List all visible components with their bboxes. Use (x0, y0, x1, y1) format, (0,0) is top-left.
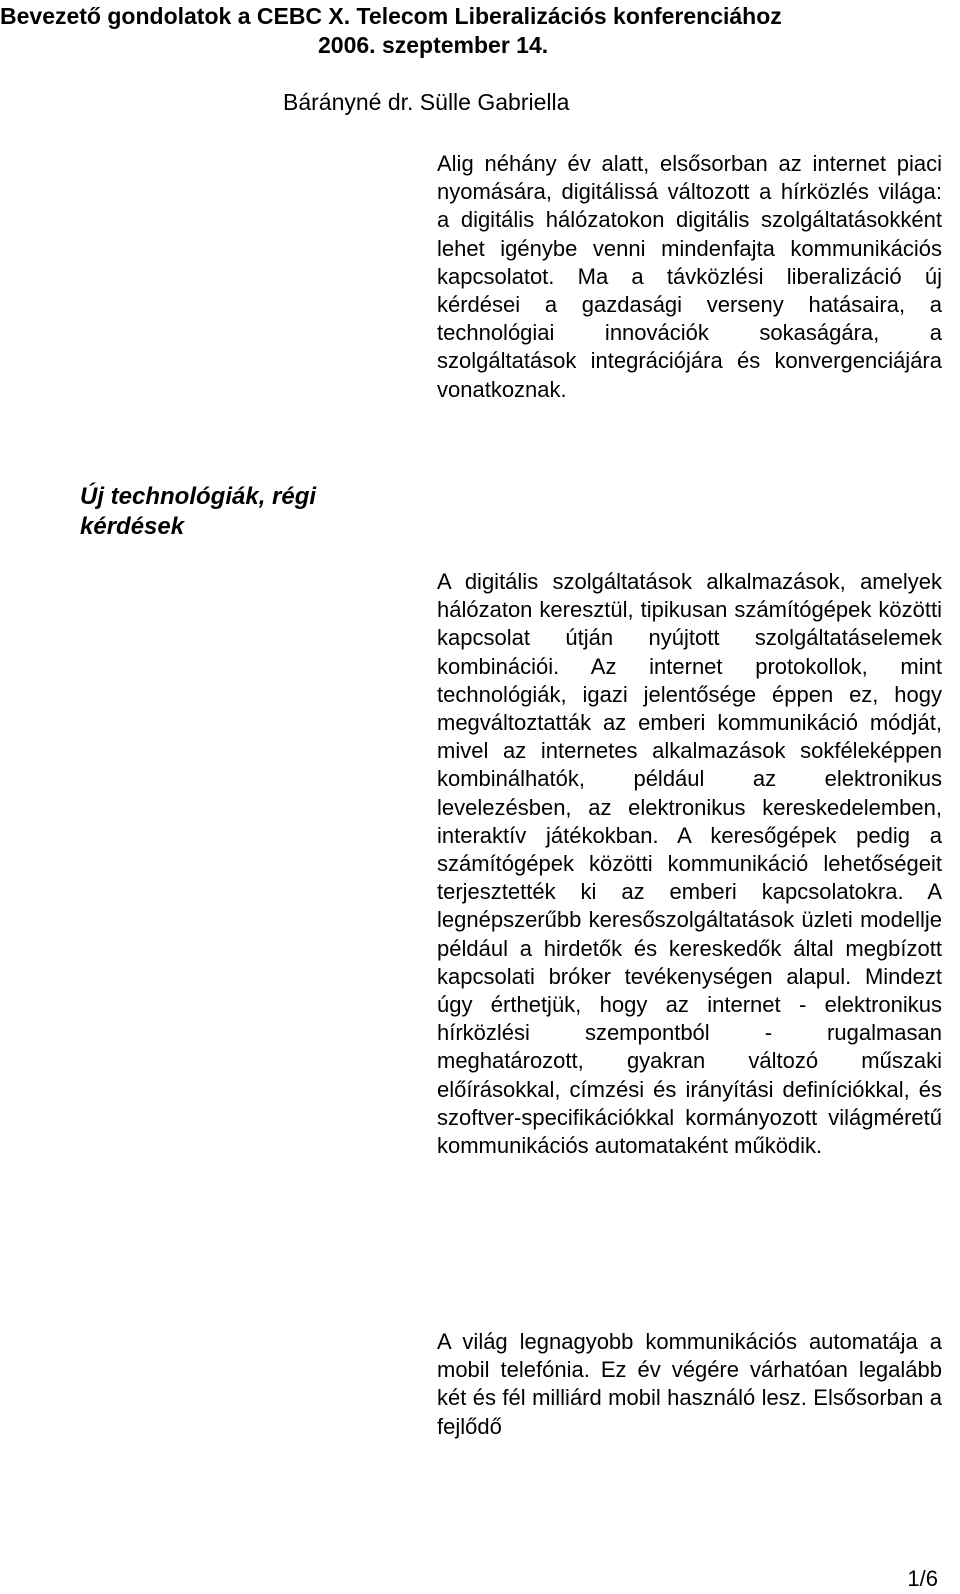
section-heading: Új technológiák, régi kérdések (80, 483, 317, 540)
document-title-line2: 2006. szeptember 14. (318, 32, 549, 58)
paragraph-2: A digitális szolgáltatások alkalmazások, amelyek hálózaton keresztül, tipikusan számítógépek közötti kapcsolat útján nyújtott szolgáltatáselemek kombinációi. Az internet protokollok, mint technológiák, igazi jelentősége éppen ez, hogy megváltoztatták az emberi kommunikáció módját, mivel az internetes alkalmazások sokféleképpen kombinálhatók, például az elektronikus levelezésben, az elektronikus kereskedelemben, interaktív játékokban. A keresőgépek pedig a számítógépek közötti kommunikáció lehetőségeit terjesztették ki az emberi kapcsolatokra. A legnépszerűbb keresőszolgáltatások üzleti modellje például a hirdetők és kereskedők által megbízott kapcsolati bróker tevékenységen alapul. Mindezt úgy érthetjük, hogy az internet - elektronikus hírközlési szempontból - rugalmasan meghatározott, gyakran változó műszaki előírásokkal, címzési és irányítási definíciókkal, és szoftver-specifikációkkal kormányozott világméretű kommunikációs automataként működik. (437, 569, 942, 1159)
page-number: 1/6 (907, 1566, 938, 1591)
paragraph-3: A világ legnagyobb kommunikációs automatája a mobil telefónia. Ez év végére várhatóan legalább két és fél milliárd mobil használó lesz. Elsősorban a fejlődő (437, 1329, 942, 1439)
document-title-line1: Bevezető gondolatok a CEBC X. Telecom Liberalizációs konferenciához (0, 3, 782, 29)
author-name: Bárányné dr. Sülle Gabriella (283, 89, 570, 115)
paragraph-1: Alig néhány év alatt, elsősorban az internet piaci nyomására, digitálissá változott a hírközlés világa: a digitális hálózatokon digitális szolgáltatásokként lehet igénybe venni mindenfajta kommunikációs kapcsolatot. Ma a távközlési liberalizáció új kérdései a gazdasági verseny hatásaira, a technológiai innovációk sokaságára, a szolgáltatások integrációjára és konvergenciájára vonatkoznak. (437, 151, 942, 402)
